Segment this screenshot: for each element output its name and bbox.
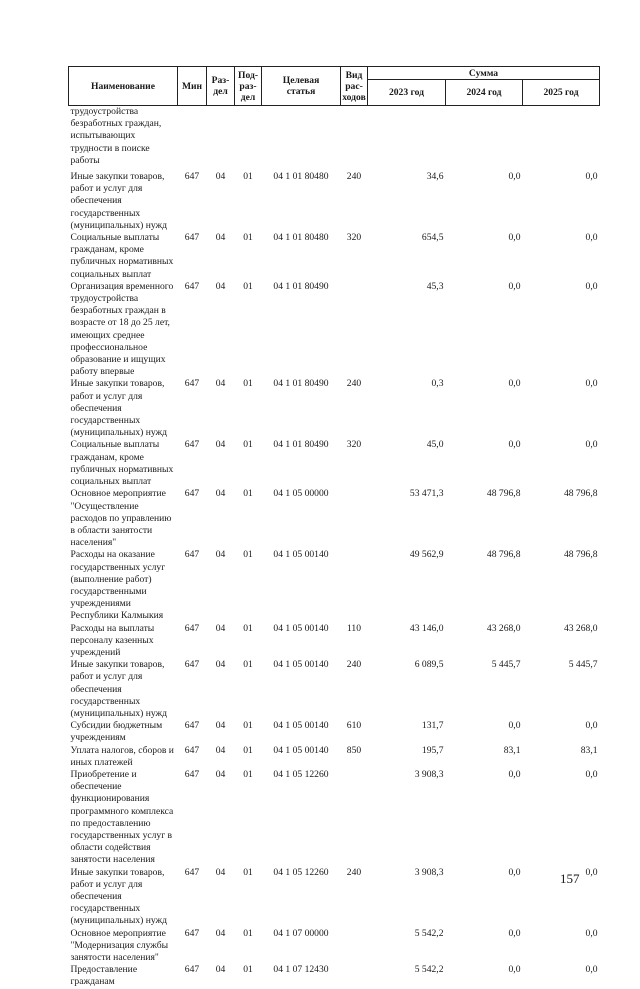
row-sum-2024: 43 268,0 — [486, 622, 521, 634]
row-sum-2025: 0,0 — [585, 720, 598, 732]
row-sum-2025: 48 796,8 — [563, 549, 598, 561]
row-podrazdel: 01 — [243, 378, 253, 390]
row-sum-2025: 0,0 — [585, 927, 598, 939]
row-podrazdel: 01 — [243, 439, 253, 451]
table-body — [69, 106, 600, 989]
row-vid: 240 — [346, 866, 362, 878]
row-sum-2025 — [523, 106, 600, 172]
row-razdel: 04 — [215, 768, 226, 780]
row-podrazdel: 01 — [243, 488, 253, 500]
row-sum-2023: 43 146,0 — [409, 622, 444, 634]
table-row — [69, 549, 600, 622]
row-podrazdel — [235, 106, 262, 172]
header-year-2024: 2024 год — [446, 80, 523, 106]
row-razdel: 04 — [215, 927, 226, 939]
row-vid — [341, 106, 368, 172]
row-sum-2024: 0,0 — [508, 232, 521, 244]
row-target: 04 1 05 00140 — [273, 622, 329, 634]
row-sum-2023: 654,5 — [421, 232, 444, 244]
header-podrazdel: Под- раз- дел — [235, 67, 262, 106]
row-target: 04 1 01 80490 — [273, 378, 329, 390]
row-sum-2023: 49 562,9 — [409, 549, 444, 561]
row-razdel: 04 — [215, 964, 226, 976]
row-sum-2024 — [446, 106, 523, 172]
row-sum-2024: 48 796,8 — [486, 488, 521, 500]
row-sum-2024: 48 796,8 — [486, 549, 521, 561]
row-target: 04 1 05 12260 — [273, 768, 329, 780]
row-sum-2023: 5 542,2 — [414, 964, 444, 976]
row-name: Социальные выплаты гражданам, кроме публичных нормативных социальных выплат — [70, 232, 174, 280]
row-podrazdel: 01 — [243, 171, 253, 183]
row-min: 647 — [184, 280, 200, 292]
row-sum-2023: 3 908,3 — [414, 768, 444, 780]
row-sum-2024: 0,0 — [508, 964, 521, 976]
row-name: Иные закупки товаров, работ и услуг для обеспечения государственных (муниципальных) нужд — [70, 378, 168, 439]
row-vid — [341, 281, 368, 379]
row-sum-2025: 0,0 — [585, 232, 598, 244]
row-sum-2023: 5 542,2 — [414, 927, 444, 939]
row-razdel: 04 — [215, 866, 226, 878]
row-name: Иные закупки товаров, работ и услуг для обеспечения государственных (муниципальных) нужд — [70, 866, 168, 927]
row-min: 647 — [184, 549, 200, 561]
header-name: Наименование — [69, 67, 178, 106]
row-sum-2025: 0,0 — [585, 964, 598, 976]
row-target: 04 1 07 12430 — [273, 964, 329, 976]
table-row — [69, 928, 600, 965]
row-name: Социальные выплаты гражданам, кроме публичных нормативных социальных выплат — [70, 439, 174, 488]
row-sum-2024: 0,0 — [508, 866, 521, 878]
row-vid: 320 — [346, 439, 362, 451]
table-row — [69, 171, 600, 232]
row-sum-2024: 0,0 — [508, 171, 521, 183]
row-razdel: 04 — [215, 488, 226, 500]
row-razdel — [207, 106, 235, 172]
row-sum-2025: 0,0 — [585, 378, 598, 390]
table-row — [69, 232, 600, 281]
row-razdel: 04 — [215, 439, 226, 451]
table-row — [69, 281, 600, 379]
row-sum-2024: 0,0 — [508, 720, 521, 732]
row-razdel: 04 — [215, 744, 226, 756]
row-name: трудоустройства безработных граждан, испытывающих трудности в поиске работы — [70, 106, 162, 166]
row-vid: 240 — [346, 378, 362, 390]
row-target: 04 1 01 80480 — [273, 171, 329, 183]
page-number: 157 — [560, 871, 580, 886]
row-min: 647 — [184, 964, 200, 976]
row-podrazdel: 01 — [243, 768, 253, 780]
row-podrazdel: 01 — [243, 549, 253, 561]
table-header — [69, 67, 600, 106]
row-min: 647 — [184, 659, 200, 671]
row-sum-2023: 131,7 — [421, 720, 444, 732]
header-vid: Вид рас- ходов — [341, 67, 368, 106]
row-min: 647 — [184, 622, 200, 634]
row-sum-2025: 43 268,0 — [563, 622, 598, 634]
row-target: 04 1 01 80490 — [273, 439, 329, 451]
row-name: Иные закупки товаров, работ и услуг для обеспечения государственных (муниципальных) нужд — [70, 659, 168, 719]
row-sum-2025: 0,0 — [585, 866, 598, 878]
row-vid: 850 — [346, 744, 362, 756]
table-row — [69, 623, 600, 660]
row-razdel: 04 — [215, 659, 226, 671]
table-row — [69, 106, 600, 172]
table-row — [69, 964, 600, 988]
table-row — [69, 745, 600, 769]
table-row — [69, 488, 600, 549]
row-name: Основное мероприятие "Модернизация службы занятости населения" — [70, 927, 169, 964]
row-name: Организация временного трудоустройства безработных граждан в возрасте от 18 до 25 лет, имеющих среднее профессиональное образование и ищущих работу впервые — [70, 280, 174, 378]
row-sum-2025: 0,0 — [585, 439, 598, 451]
row-min: 647 — [184, 378, 200, 390]
row-name: Приобретение и обеспечение функционирования программного комплекса по предоставлению государственных услуг в области содействия занятости населения — [70, 768, 174, 866]
row-min: 647 — [184, 171, 200, 183]
row-sum-2024: 0,0 — [508, 439, 521, 451]
row-min: 647 — [184, 744, 200, 756]
row-razdel: 04 — [215, 549, 226, 561]
row-name: Иные закупки товаров, работ и услуг для обеспечения государственных (муниципальных) нужд — [70, 171, 168, 231]
row-podrazdel: 01 — [243, 964, 253, 976]
row-name: Предоставление гражданам — [70, 964, 138, 988]
row-razdel: 04 — [215, 720, 226, 732]
row-sum-2023: 45,0 — [426, 439, 444, 451]
row-name: Субсидии бюджетным учреждениям — [70, 720, 163, 744]
row-podrazdel: 01 — [243, 720, 253, 732]
row-vid — [341, 964, 368, 988]
row-target: 04 1 05 00140 — [273, 744, 329, 756]
row-sum-2023: 45,3 — [426, 280, 444, 292]
row-sum-2023: 6 089,5 — [414, 659, 444, 671]
row-name: Расходы на выплаты персоналу казенных учреждений — [70, 622, 155, 658]
table-row — [69, 867, 600, 928]
row-target: 04 1 07 00000 — [273, 927, 329, 939]
row-sum-2025: 0,0 — [585, 768, 598, 780]
row-sum-2025: 48 796,8 — [563, 488, 598, 500]
row-sum-2024: 5 445,7 — [491, 659, 521, 671]
row-target: 04 1 01 80490 — [273, 280, 329, 292]
table-row — [69, 769, 600, 867]
row-min: 647 — [184, 232, 200, 244]
row-sum-2023: 3 908,3 — [414, 866, 444, 878]
row-razdel: 04 — [215, 171, 226, 183]
header-min: Мин — [178, 67, 207, 106]
row-sum-2024: 0,0 — [508, 927, 521, 939]
header-year-2025: 2025 год — [523, 80, 600, 106]
row-sum-2023: 0,3 — [431, 378, 444, 390]
row-sum-2025: 0,0 — [585, 280, 598, 292]
row-vid: 110 — [346, 622, 362, 634]
row-name: Основное мероприятие "Осуществление расходов по управлению в области занятости населения" — [70, 488, 172, 549]
row-target: 04 1 05 00140 — [273, 720, 329, 732]
row-sum-2024: 0,0 — [508, 378, 521, 390]
row-target: 04 1 01 80480 — [273, 232, 329, 244]
row-razdel: 04 — [215, 232, 226, 244]
row-sum-2023 — [368, 106, 446, 172]
row-min: 647 — [184, 927, 200, 939]
row-sum-2025: 83,1 — [580, 744, 598, 756]
row-sum-2024: 0,0 — [508, 768, 521, 780]
table-row — [69, 720, 600, 744]
header-year-2023: 2023 год — [368, 80, 446, 106]
row-min: 647 — [184, 720, 200, 732]
row-vid — [341, 549, 368, 622]
row-podrazdel: 01 — [243, 866, 253, 878]
row-razdel: 04 — [215, 622, 226, 634]
row-sum-2024: 83,1 — [503, 744, 521, 756]
row-podrazdel: 01 — [243, 622, 253, 634]
row-sum-2023: 53 471,3 — [409, 488, 444, 500]
row-target: 04 1 05 12260 — [273, 866, 329, 878]
header-summa: Сумма — [368, 67, 600, 80]
row-target: 04 1 05 00000 — [273, 488, 329, 500]
row-podrazdel: 01 — [243, 659, 253, 671]
row-vid — [341, 488, 368, 549]
row-vid: 320 — [346, 232, 362, 244]
row-min: 647 — [184, 488, 200, 500]
budget-table — [68, 66, 600, 989]
row-vid — [341, 928, 368, 965]
header-razdel: Раз- дел — [207, 67, 235, 106]
row-podrazdel: 01 — [243, 927, 253, 939]
row-vid — [341, 769, 368, 867]
table-row — [69, 378, 600, 439]
row-vid: 610 — [346, 720, 362, 732]
row-target: 04 1 05 00140 — [273, 549, 329, 561]
header-target: Целевая статья — [262, 67, 341, 106]
row-podrazdel: 01 — [243, 232, 253, 244]
row-podrazdel: 01 — [243, 280, 253, 292]
row-sum-2024: 0,0 — [508, 280, 521, 292]
row-target: 04 1 05 00140 — [273, 659, 329, 671]
row-razdel: 04 — [215, 280, 226, 292]
row-sum-2025: 5 445,7 — [568, 659, 598, 671]
table-row — [69, 439, 600, 488]
row-target — [262, 106, 341, 172]
row-name: Расходы на оказание государственных услуг (выполнение работ) государственными учреждениями Республики Калмыкия — [70, 549, 166, 622]
row-vid: 240 — [346, 659, 362, 671]
row-razdel: 04 — [215, 378, 226, 390]
table-row — [69, 659, 600, 720]
row-min: 647 — [184, 439, 200, 451]
row-sum-2023: 34,6 — [426, 171, 444, 183]
row-min: 647 — [184, 866, 200, 878]
row-podrazdel: 01 — [243, 744, 253, 756]
row-name: Уплата налогов, сборов и иных платежей — [70, 744, 174, 768]
row-vid: 240 — [346, 171, 362, 183]
row-min: 647 — [184, 768, 200, 780]
row-sum-2025: 0,0 — [585, 171, 598, 183]
row-min — [178, 106, 207, 172]
row-sum-2023: 195,7 — [421, 744, 444, 756]
